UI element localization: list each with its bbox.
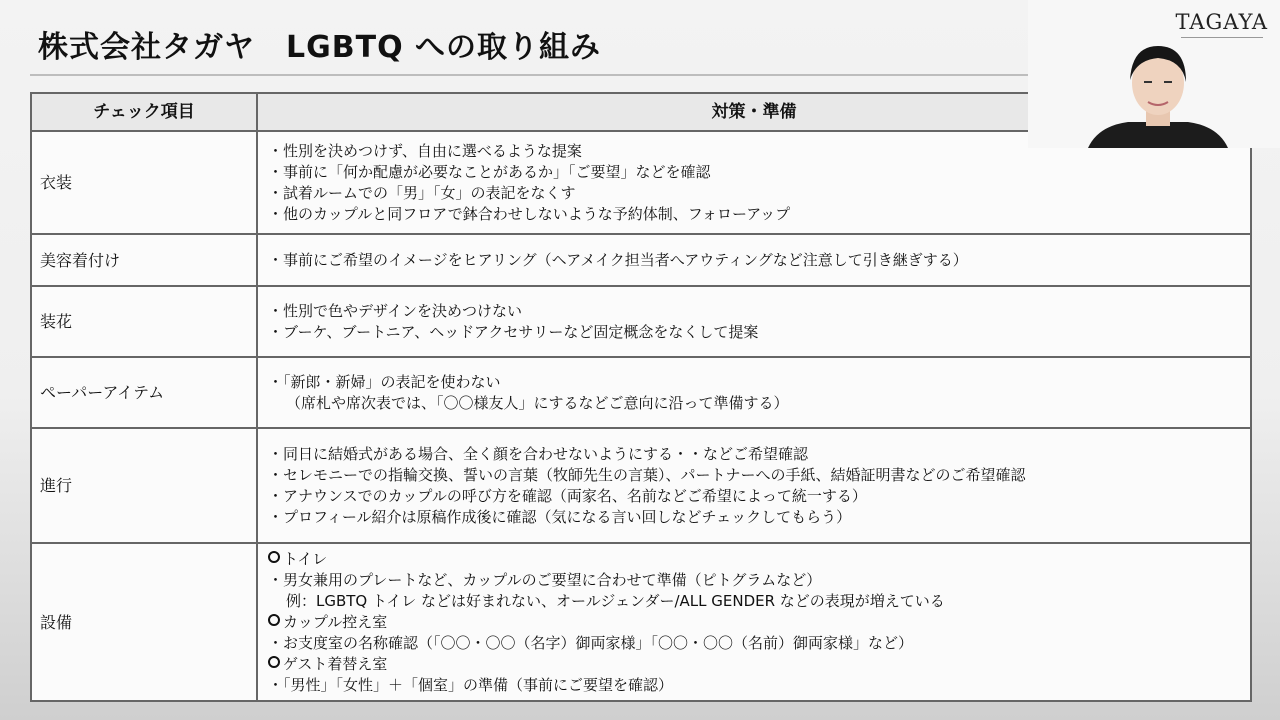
- measure-line: ・ 事前にご希望のイメージをヒアリング（ヘアメイク担当者へアウティングなど注意して引き継ぎする）: [268, 250, 1240, 271]
- circle-bullet-icon: [268, 614, 280, 626]
- measure-line: ・ 他のカップルと同フロアで鉢合わせしないような予約体制、フォローアップ: [268, 204, 1240, 225]
- brand-name: TAGAYA: [1175, 10, 1268, 34]
- table-row: [31, 357, 1251, 428]
- measures-cell: [257, 357, 1251, 428]
- facility-heading-label: カップル控え室: [283, 612, 388, 631]
- column-header-check-item: チェック項目: [31, 93, 257, 131]
- measure-line: ・ 性別を決めつけず、自由に選べるような提案: [268, 141, 1240, 162]
- table-row: [31, 286, 1251, 357]
- measure-line: ・ お支度室の名称確認（「〇〇・〇〇（名字）御両家様」「〇〇・〇〇（名前）御両家様」など）: [268, 633, 1240, 654]
- facility-heading: [268, 654, 1240, 675]
- measures-cell: [257, 428, 1251, 543]
- presenter-video-panel: [1028, 0, 1280, 148]
- measure-note: 例：LGBTQ トイレ などは好まれない、オールジェンダー/ALL GENDER などの表現が増えている: [286, 591, 945, 610]
- facility-heading: [268, 549, 1240, 570]
- measure-line: ・ 同日に結婚式がある場合、全く顔を合わせないようにする・・などご希望確認: [268, 444, 1240, 465]
- slide-title: 株式会社タガヤ LGBTQ への取り組み: [38, 30, 602, 65]
- tagaya-logo: [1175, 10, 1268, 38]
- facility-heading-label: ゲスト着替え室: [283, 654, 388, 673]
- measures-cell: [257, 234, 1251, 286]
- measure-line: ・ プロフィール紹介は原稿作成後に確認（気になる言い回しなどチェックしてもらう）: [268, 507, 1240, 528]
- measure-line: ・ 「男性」「女性」＋「個室」の準備（事前にご要望を確認）: [268, 675, 1240, 696]
- column-header-measures: 対策・準備: [257, 93, 1251, 131]
- measure-note: （席札や席次表では、「〇〇様友人」にするなどご意向に沿って準備する）: [286, 393, 789, 412]
- table-row: [31, 543, 1251, 701]
- measure-line: ・ セレモニーでの指輪交換、誓いの言葉（牧師先生の言葉）、パートナーへの手紙、結婚証明書などのご希望確認: [268, 465, 1240, 486]
- checklist-table: [30, 92, 1252, 702]
- measures-cell: [257, 286, 1251, 357]
- circle-bullet-icon: [268, 551, 280, 563]
- measure-line: ・ 男女兼用のプレートなど、カップルのご要望に合わせて準備（ピトグラムなど）: [268, 570, 1240, 591]
- measure-line: ・ アナウンスでのカップルの呼び方を確認（両家名、名前などご希望によって統一する）: [268, 486, 1240, 507]
- measure-line: ・ 性別で色やデザインを決めつけない: [268, 301, 1240, 322]
- title-divider: [30, 74, 1030, 76]
- facility-heading: [268, 612, 1240, 633]
- presenter-image: [1088, 38, 1228, 148]
- check-item: 進行: [31, 428, 257, 543]
- check-item: 装花: [31, 286, 257, 357]
- facility-heading-label: トイレ: [283, 549, 328, 568]
- table-row: [31, 428, 1251, 543]
- measure-line: ・ 「新郎・新婦」の表記を使わない: [268, 372, 1240, 393]
- check-item: 衣装: [31, 131, 257, 234]
- check-item: 美容着付け: [31, 234, 257, 286]
- check-item: ペーパーアイテム: [31, 357, 257, 428]
- table-row: [31, 234, 1251, 286]
- measures-cell: [257, 543, 1251, 701]
- measure-line: ・ 事前に「何か配慮が必要なことがあるか」「ご要望」などを確認: [268, 162, 1240, 183]
- measure-line: ・ ブーケ、ブートニア、ヘッドアクセサリーなど固定概念をなくして提案: [268, 322, 1240, 343]
- circle-bullet-icon: [268, 656, 280, 668]
- check-item: 設備: [31, 543, 257, 701]
- measure-line: ・ 試着ルームでの「男」「女」の表記をなくす: [268, 183, 1240, 204]
